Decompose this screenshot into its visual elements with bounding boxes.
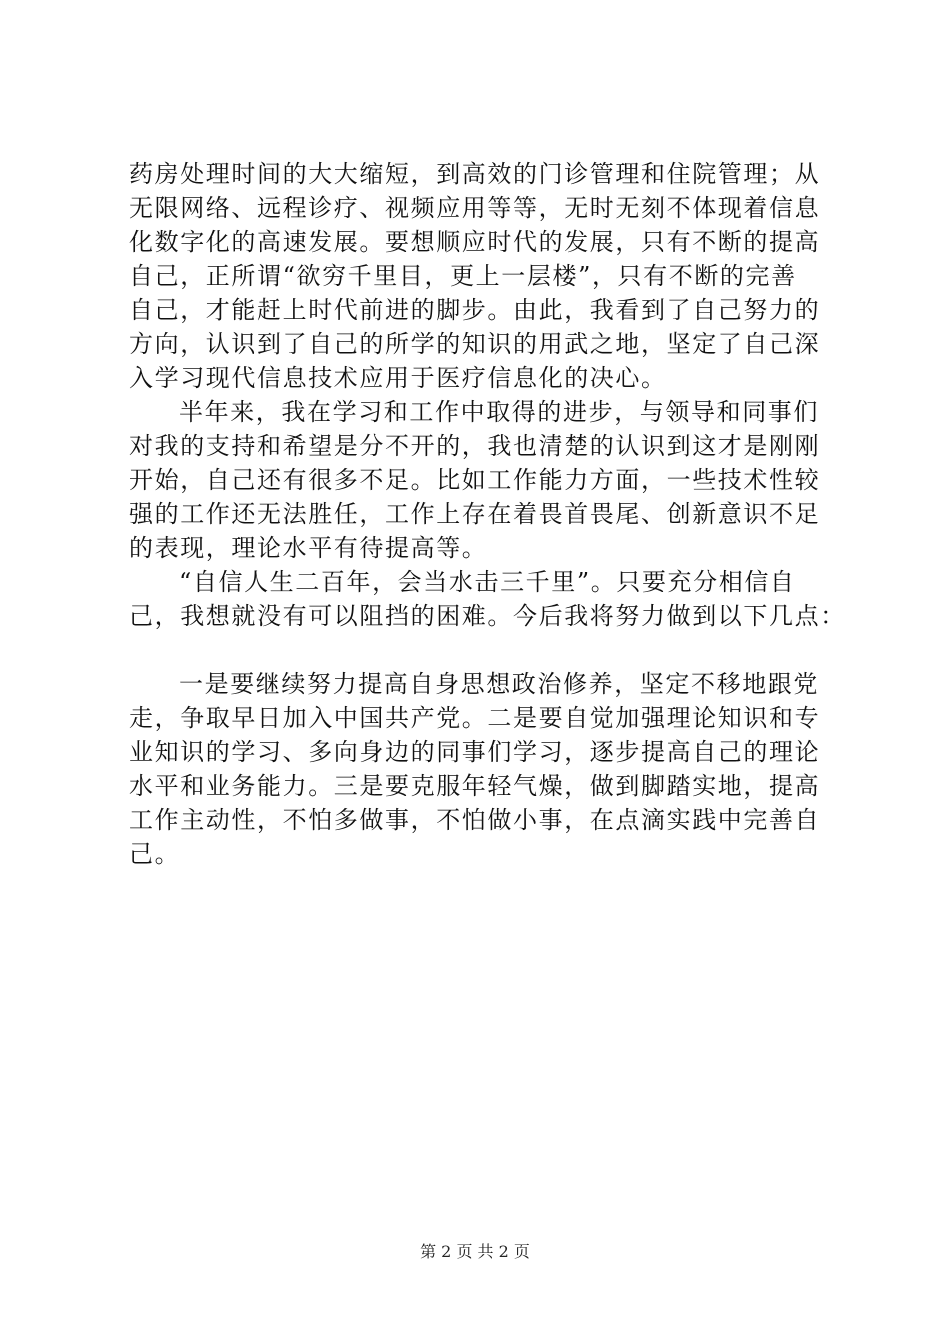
paragraph-start-line: 半年来，我在学习和工作中取得的进步，与领导和同事们	[179, 398, 819, 426]
body-line: 自己，才能赶上时代前进的脚步。由此，我看到了自己努力的	[129, 296, 821, 324]
page-number-footer: 第 2 页 共 2 页	[420, 1242, 530, 1261]
body-line: 走，争取早日加入中国共产党。二是要自觉加强理论知识和专	[129, 704, 821, 732]
body-line: 药房处理时间的大大缩短，到高效的门诊管理和住院管理；从	[129, 160, 821, 188]
body-line: 业知识的学习、多向身边的同事们学习，逐步提高自己的理论	[129, 738, 821, 766]
paragraph-start-line: “自信人生二百年，会当水击三千里”。只要充分相信自	[179, 568, 796, 596]
body-line: 强的工作还无法胜任，工作上存在着畏首畏尾、创新意识不足	[129, 500, 821, 528]
body-line: 对我的支持和希望是分不开的，我也清楚的认识到这才是刚刚	[129, 432, 821, 460]
paragraph-start-line: 一是要继续努力提高自身思想政治修养，坚定不移地跟党	[179, 670, 819, 698]
body-line: 己。	[129, 840, 181, 868]
body-line: 化数字化的高速发展。要想顺应时代的发展，只有不断的提高	[129, 228, 821, 256]
body-line: 水平和业务能力。三是要克服年轻气燥，做到脚踏实地，提高	[129, 772, 821, 800]
body-line: 无限网络、远程诊疗、视频应用等等，无时无刻不体现着信息	[129, 194, 821, 222]
body-line: 工作主动性，不怕多做事，不怕做小事，在点滴实践中完善自	[129, 806, 821, 834]
body-line: 自己，正所谓“欲穷千里目，更上一层楼”，只有不断的完善	[129, 262, 797, 290]
body-line: 开始，自己还有很多不足。比如工作能力方面，一些技术性较	[129, 466, 821, 494]
body-line: 己，我想就没有可以阻挡的困难。今后我将努力做到以下几点：	[129, 602, 846, 630]
body-line: 入学习现代信息技术应用于医疗信息化的决心。	[129, 364, 667, 392]
body-line: 的表现，理论水平有待提高等。	[129, 534, 488, 562]
body-line: 方向，认识到了自己的所学的知识的用武之地，坚定了自己深	[129, 330, 821, 358]
